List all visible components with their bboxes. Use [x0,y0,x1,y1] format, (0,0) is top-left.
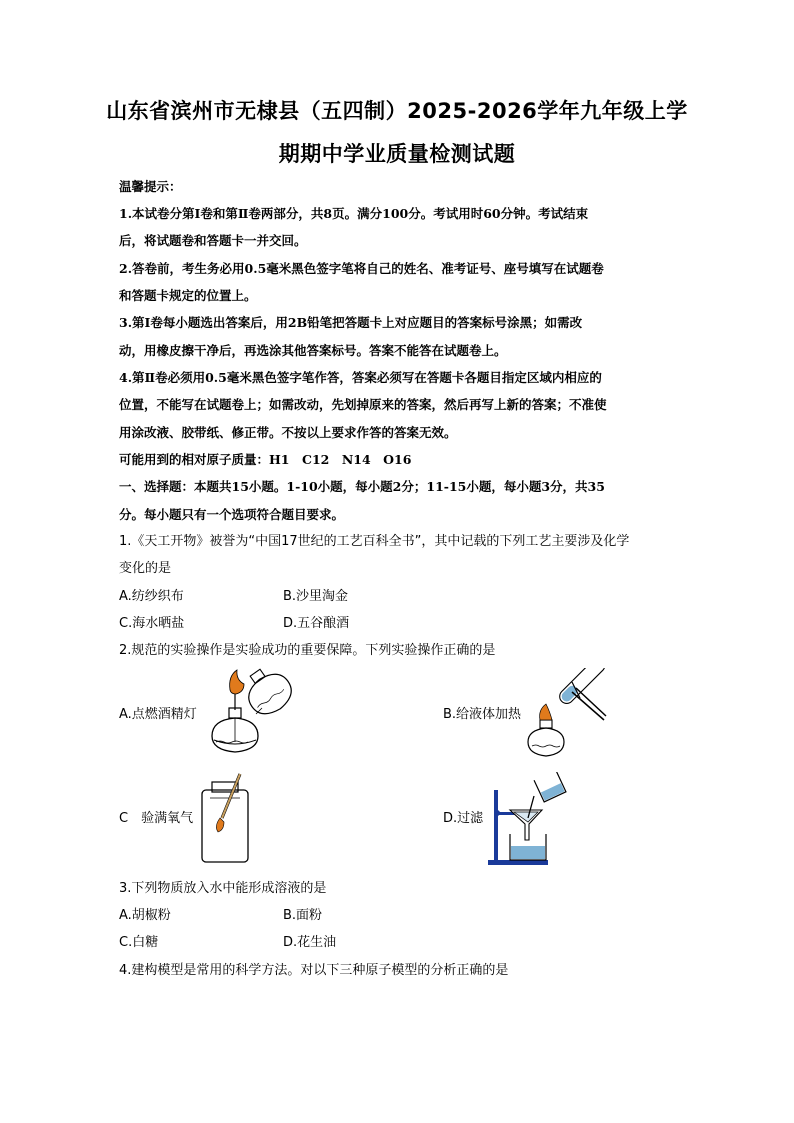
option-b: B.给液体加热 [443,707,522,722]
question-1-stem: 1.《天工开物》被誉为“中国17世纪的工艺百科全书”，其中记载的下列工艺主要涉及化学 [119,534,630,549]
tips-line: 用涂改液、胶带纸、修正带。不按以上要求作答的答案无效。 [119,425,457,440]
tips-line: 2.答卷前，考生务必用0.5毫米黑色签字笔将自己的姓名、准考证号、座号填写在试题卷 [119,261,604,276]
section-heading: 一、选择题：本题共15小题。1-10小题，每小题2分；11-15小题，每小题3分，共35 [119,479,605,494]
filtration-figure [488,772,570,868]
option-c: C.白糖 [119,935,159,950]
tips-line: 动，用橡皮擦干净后，再选涂其他答案标号。答案不能答在试题卷上。 [119,343,507,358]
tips-heading: 温馨提示： [119,179,182,194]
option-d: D.五谷酿酒 [283,616,350,631]
option-c: C.海水晒盐 [119,616,185,631]
question-1-stem: 变化的是 [119,561,172,576]
option-c: C 验满氧气 [119,811,194,826]
option-d: D.过滤 [443,811,484,826]
tips-line: 4.第Ⅱ卷必须用0.5毫米黑色签字笔作答，答案必须写在答题卡各题目指定区域内相应的 [119,370,602,385]
option-d: D.花生油 [283,935,337,950]
atomic-masses: 可能用到的相对原子质量：H1 C12 N14 O16 [119,452,412,467]
option-a: A.点燃酒精灯 [119,707,197,722]
question-3-stem: 3.下列物质放入水中能形成溶液的是 [119,881,327,896]
oxygen-check-figure [196,770,256,866]
tips-line: 3.第Ⅰ卷每小题选出答案后，用2B铅笔把答题卡上对应题目的答案标号涂黑；如需改 [119,315,583,330]
tips-line: 位置，不能写在试题卷上；如需改动，先划掉原来的答案，然后再写上新的答案；不准使 [119,397,607,412]
option-a: A.纺纱织布 [119,589,184,604]
tips-line: 1.本试卷分第Ⅰ卷和第Ⅱ卷两部分，共8页。满分100分。考试用时60分钟。考试结束 [119,206,589,221]
alcohol-lamp-lighting-figure [200,668,300,760]
page-title-line2: 期期中学业质量检测试题 [278,142,516,166]
question-2-stem: 2.规范的实验操作是实验成功的重要保障。下列实验操作正确的是 [119,643,496,658]
tips-line: 和答题卡规定的位置上。 [119,288,257,303]
page-title-line1: 山东省滨州市无棣县（五四制）2025-2026学年九年级上学 [106,99,688,123]
question-4-stem: 4.建构模型是常用的科学方法。对以下三种原子模型的分析正确的是 [119,963,509,978]
option-b: B.面粉 [283,908,323,923]
tips-line: 后，将试题卷和答题卡一并交回。 [119,233,307,248]
section-heading: 分。每小题只有一个选项符合题目要求。 [119,507,345,522]
liquid-heating-figure [520,668,610,760]
option-a: A.胡椒粉 [119,908,171,923]
option-b: B.沙里淘金 [283,589,349,604]
